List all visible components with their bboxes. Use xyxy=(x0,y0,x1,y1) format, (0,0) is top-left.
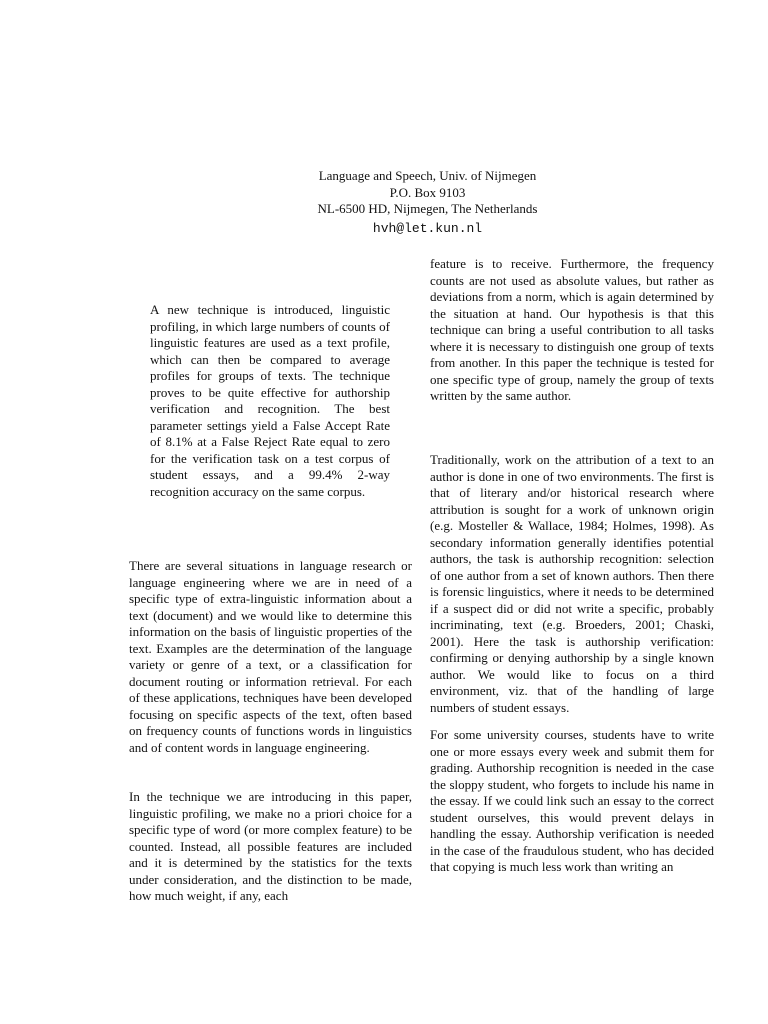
author-email: hvh@let.kun.nl xyxy=(372,220,483,236)
intro-paragraph-3: feature is to receive. Furthermore, the frequency counts are not used as absolute values, but rather as deviations from a norm, which is again determined by the situation at hand. Our hypothesis is that this technique can bring a useful contribution to all tasks where it is necessary to distinguish one group of texts from another. In this paper the technique is tested for one specific type of group, namely the group of texts written by the same author. xyxy=(430,256,714,403)
intro-paragraph-1: There are several situations in language research or language engineering where we are in need of a specific type of extra-linguistic information about a text (document) and we would like to determine this information on the basis of linguistic properties of the text. Examples are the determination of the language variety or genre of a text, or a classification for document routing or information retrieval. For each of these applications, techniques have been developed focusing on specific aspects of the text, often based on frequency counts of functions words in linguistics and of content words in language engineering. xyxy=(129,558,412,755)
author-affiliation xyxy=(0,168,768,239)
affiliation-postbox: P.O. Box 9103 xyxy=(389,184,466,200)
affiliation-institution: Language and Speech, Univ. of Nijmegen xyxy=(318,168,537,183)
intro-paragraph-5: For some university courses, students have to write one or more essays every week and submit them for grading. Authorship recognition is needed in the case the sloppy student, who forgets to include his name in the essay. If we could link such an essay to the correct student ourselves, this would prevent delays in handling the essay. Authorship verification is needed in the case of the fraudulous student, who has decided that copying is much less work than writing an xyxy=(430,727,714,874)
intro-paragraph-2: In the technique we are introducing in this paper, linguistic profiling, we make no a priori choice for a specific type of word (or more complex feature) to be counted. Instead, all possible features are included and it is determined by the statistics for the texts under consideration, and the distinction to be made, how much weight, if any, each xyxy=(129,789,412,903)
abstract: A new technique is introduced, linguistic profiling, in which large numbers of counts of linguistic features are used as a text profile, which can then be compared to average profiles for groups of texts. The technique proves to be quite effective for authorship verification and recognition. The best parameter settings yield a False Accept Rate of 8.1% at a False Reject Rate equal to zero for the verification task on a test corpus of student essays, and a 99.4% 2-way recognition accuracy on the same corpus. xyxy=(150,302,390,499)
intro-paragraph-4: Traditionally, work on the attribution of a text to an author is done in one of two environments. The first is that of literary and/or historical research where attribution is sought for a work of unknown origin (e.g. Mosteller & Wallace, 1984; Holmes, 1998). As secondary information generally identifies potential authors, the task is authorship recognition: selection of one author from a set of known authors. Then there is forensic linguistics, where it needs to be determined if a suspect did or did not write a specific, probably incriminating, text (e.g. Broeders, 2001; Chaski, 2001). Here the task is authorship verification: confirming or denying authorship by a single known author. We would like to focus on a third environment, viz. that of the handling of large numbers of student essays. xyxy=(430,452,714,715)
affiliation-address: NL-6500 HD, Nijmegen, The Netherlands xyxy=(317,201,538,216)
